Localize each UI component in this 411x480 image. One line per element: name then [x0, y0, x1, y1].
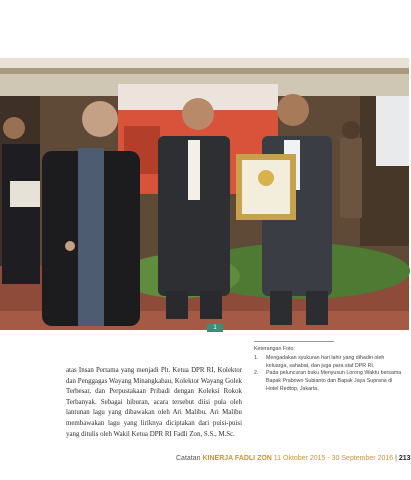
caption-item [254, 355, 404, 371]
photo-illustration [0, 56, 409, 330]
caption-title: Keterangan Foto: [254, 346, 295, 352]
footer-catatan: Catatan [176, 455, 201, 462]
event-photo [0, 56, 409, 330]
caption-item-text: Pada peluncuran buku Menyusun Lorong Waktu bersama Bapak Prabowo Subianto dan Bapak Jaya Suprana di Hotel Redtop, Jakarta. [266, 370, 402, 392]
caption-divider [254, 341, 334, 342]
footer-book-title: KINERJA FADLI ZON [202, 455, 272, 462]
page-number: 213 [398, 455, 411, 462]
caption-item-number: 2. [254, 370, 259, 377]
caption-item-number: 1. [254, 354, 259, 361]
caption-item-text: Mengadakan syukuran hari lahir yang dihadiri oleh keluarga, sahabat, dan juga para staf DPR RI. [266, 354, 385, 369]
caption-item [254, 370, 404, 393]
photo-caption [254, 346, 404, 394]
body-paragraph: atas Insan Pertama yang menjadi Plt. Ketua DPR RI, Kolektor dan Penggagas Wayang Minangkabau, Kolektor Wayang Golek Terbesar, dan Perpustakaan Pribadi dengan Koleksi Rokok Terbanyak. Sebagai hiburan, acara tersebut diisi pula oleh lantunan lagu yang dibawakan oleh Ari Malibu. Ari Malibu membawakan lagu yang liriknya diciptakan dari puisi-puisi yang ditulis oleh Wakil Ketua DPR RI Fadli Zon, S.S., M.Sc. [66, 367, 242, 438]
photo-number-badge: 1 [207, 324, 223, 332]
footer-date-range: 11 Oktober 2015 - 30 September 2016 [273, 455, 394, 462]
page-footer [176, 455, 411, 462]
footer-separator: | [395, 455, 397, 462]
